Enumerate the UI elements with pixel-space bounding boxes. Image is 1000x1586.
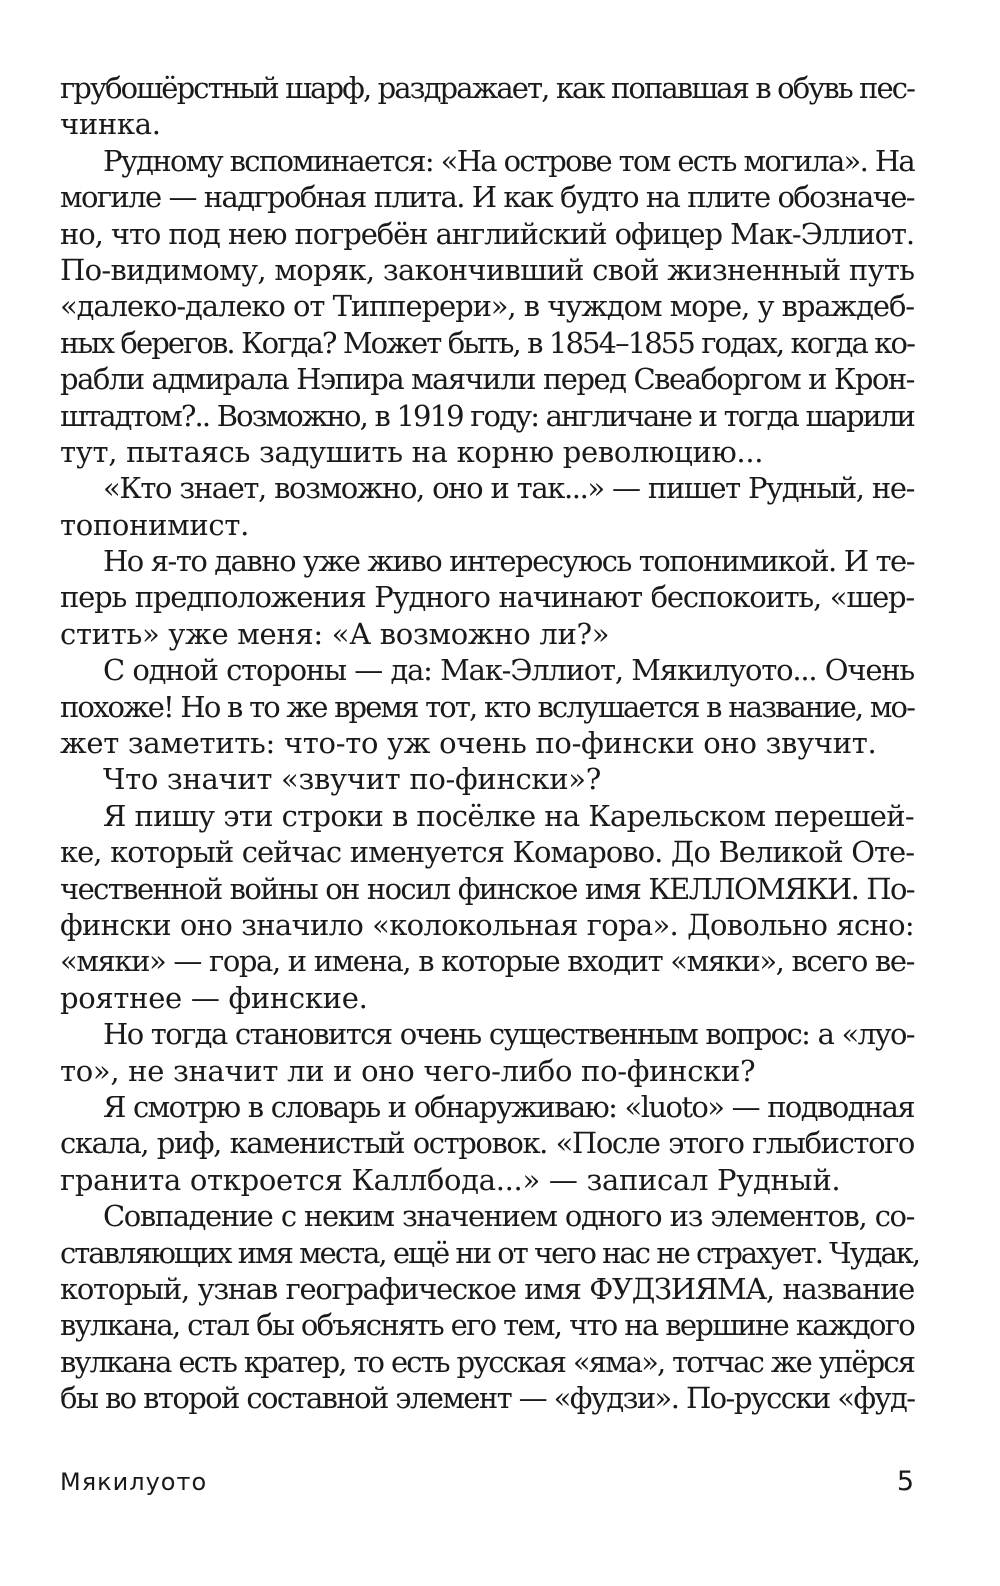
running-title: Мякилуото [60, 1468, 208, 1496]
text-line: «мяки» — гора, и имена, в которые входит «мяки», всего ве- [60, 944, 914, 979]
text-line: гранита откроется Каллбода...» — записал Рудный. [60, 1162, 841, 1197]
text-line: вулкана, стал бы объяснять его тем, что на вершине каждого [60, 1308, 914, 1343]
text-line: Но тогда становится очень существенным вопрос: а «луо- [103, 1017, 914, 1052]
text-line: чественной войны он носил финское имя КЕЛЛОМЯКИ. По- [60, 871, 914, 906]
text-line: чинка. [60, 107, 161, 142]
text-line: «Кто знает, возможно, оно и так...» — пишет Рудный, не- [103, 471, 914, 506]
text-line: могиле — надгробная плита. И как будто на плите обозначе- [60, 180, 914, 215]
text-line: бы во второй составной элемент — «фудзи». По-русски «фуд- [60, 1381, 915, 1416]
text-line: По-видимому, моряк, закончивший свой жизненный путь [60, 252, 915, 287]
text-line: фински оно значило «колокольная гора». Довольно ясно: [60, 907, 914, 942]
text-line: ных берегов. Когда? Может быть, в 1854–1855 годах, когда ко- [60, 325, 914, 360]
page-footer [60, 1468, 914, 1508]
body-text [60, 70, 920, 1416]
text-line: жет заметить: что-то уж очень по-фински оно звучит. [60, 726, 877, 761]
text-line: Что значит «звучит по-фински»? [103, 762, 601, 797]
text-line: штадтом?.. Возможно, в 1919 году: англичане и тогда шарили [60, 398, 914, 433]
text-line: стить» уже меня: «А возможно ли?» [60, 616, 610, 651]
text-line: который, узнав географическое имя ФУДЗИЯМА, название [60, 1271, 914, 1306]
text-line: похоже! Но в то же время тот, кто вслушается в название, мо- [60, 689, 914, 724]
text-line: С одной стороны — да: Мак-Эллиот, Мякилуото... Очень [103, 653, 914, 688]
text-line: Я смотрю в словарь и обнаруживаю: «luoto» — подводная [103, 1089, 914, 1124]
text-line: перь предположения Рудного начинают беспокоить, «шер- [60, 580, 914, 615]
text-line: тут, пытаясь задушить на корню революцию... [60, 434, 764, 469]
text-line: скала, риф, каменистый островок. «После этого глыбистого [60, 1126, 914, 1161]
text-line: Совпадение с неким значением одного из элементов, со- [103, 1199, 914, 1234]
text-line: вулкана есть кратер, то есть русская «яма», тотчас же упёрся [60, 1344, 914, 1379]
text-line: ке, который сейчас именуется Комарово. До Великой Оте- [60, 835, 914, 870]
text-line: рабли адмирала Нэпира маячили перед Свеаборгом и Крон- [60, 362, 914, 397]
text-line: то», не значит ли и оно чего-либо по-фински? [60, 1053, 756, 1088]
text-line: роятнее — финские. [60, 980, 368, 1015]
text-line: Рудному вспоминается: «На острове том есть могила». На [103, 143, 914, 178]
text-line: Но я-то давно уже живо интересуюсь топонимикой. И те- [103, 544, 914, 579]
text-line: но, что под нею погребён английский офицер Мак-Эллиот. [60, 216, 914, 251]
text-line: грубошёрстный шарф, раздражает, как попавшая в обувь пес- [60, 71, 914, 105]
text-line: Я пишу эти строки в посёлке на Карельском перешей- [103, 798, 914, 833]
text-line: топонимист. [60, 507, 250, 542]
text-line: «далеко-далеко от Типперери», в чуждом море, у враждеб- [60, 289, 914, 324]
page-number: 5 [896, 1466, 914, 1497]
text-line: ставляющих имя места, ещё ни от чего нас не страхует. Чудак, [60, 1235, 920, 1270]
